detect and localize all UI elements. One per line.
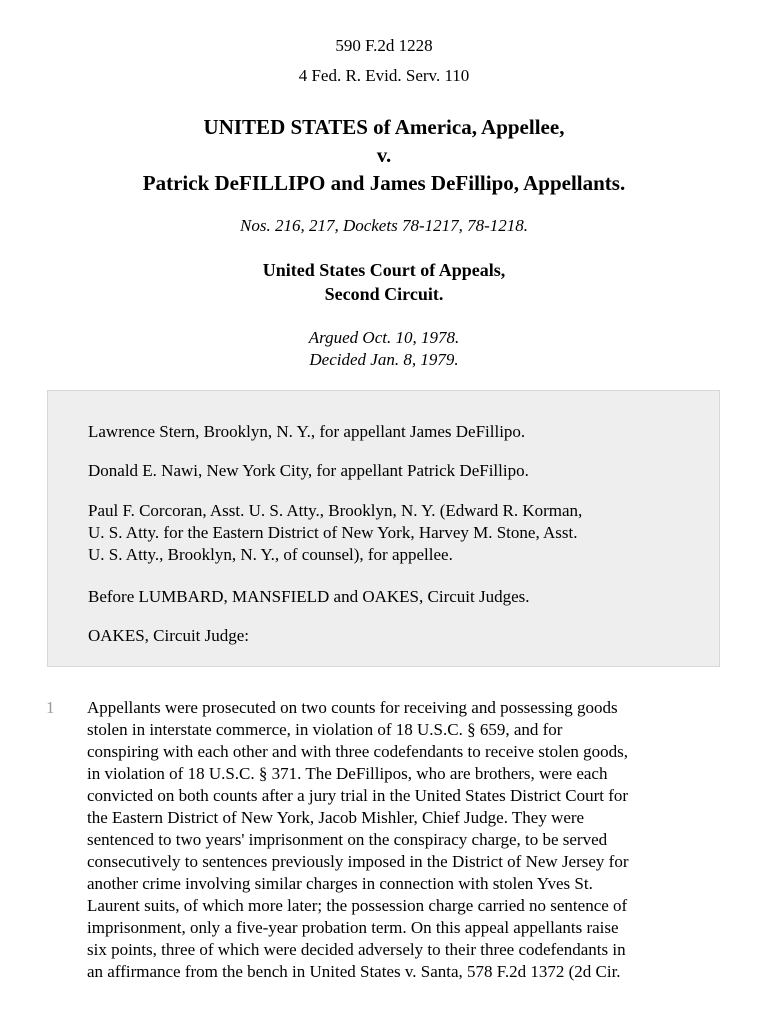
counsel-james: Lawrence Stern, Brooklyn, N. Y., for appellant James DeFillipo. [88,422,526,441]
paragraph-line: conspiring with each other and with three codefendants to receive stolen goods, [87,742,628,761]
paragraph-line: Laurent suits, of which more later; the possession charge carried no sentence of [87,896,628,915]
opinion-paragraph [87,697,727,983]
paragraph-line: another crime involving similar charges in connection with stolen Yves St. [87,874,593,893]
case-title-appellants: Patrick DeFILLIPO and James DeFillipo, Appellants. [142,171,626,195]
court-name-line-1: United States Court of Appeals, [262,260,506,280]
counsel-appellee-line-3: U. S. Atty., Brooklyn, N. Y., of counsel), for appellee. [88,545,453,564]
case-title-appellee: UNITED STATES of America, Appellee, [203,115,565,139]
panel-judges: Before LUMBARD, MANSFIELD and OAKES, Circuit Judges. [88,587,530,606]
paragraph-line: an affirmance from the bench in United States v. Santa, 578 F.2d 1372 (2d Cir. [87,962,621,981]
argued-date: Argued Oct. 10, 1978. [308,328,460,347]
case-title-versus: v. [376,143,392,167]
counsel-appellee-line-2: U. S. Atty. for the Eastern District of New York, Harvey M. Stone, Asst. [88,523,578,542]
counsel-appellee-line-1: Paul F. Corcoran, Asst. U. S. Atty., Brooklyn, N. Y. (Edward R. Korman, [88,501,583,520]
paragraph-number: 1 [46,698,55,717]
court-name [0,258,768,306]
paragraph-line: Appellants were prosecuted on two counts for receiving and possessing goods [87,698,618,717]
counsel-panel [47,390,720,667]
case-title [0,113,768,197]
paragraph-line: sentenced to two years' imprisonment on the conspiracy charge, to be served [87,830,608,849]
citation-evidence-service: 4 Fed. R. Evid. Serv. 110 [298,66,470,85]
counsel-appellee [88,500,688,566]
paragraph-line: convicted on both counts after a jury trial in the United States District Court for [87,786,629,805]
case-dates [0,327,768,371]
citation-reporter: 590 F.2d 1228 [335,36,433,55]
counsel-patrick: Donald E. Nawi, New York City, for appellant Patrick DeFillipo. [88,461,529,480]
docket-numbers: Nos. 216, 217, Dockets 78-1217, 78-1218. [239,216,529,235]
court-name-line-2: Second Circuit. [324,284,444,304]
decided-date: Decided Jan. 8, 1979. [309,350,459,369]
paragraph-line: six points, three of which were decided adversely to their three codefendants in [87,940,626,959]
paragraph-line: imprisonment, only a five-year probation term. On this appeal appellants raise [87,918,619,937]
paragraph-line: the Eastern District of New York, Jacob Mishler, Chief Judge. They were [87,808,585,827]
opinion-author: OAKES, Circuit Judge: [88,626,250,645]
paragraph-line: in violation of 18 U.S.C. § 371. The DeFillipos, who are brothers, were each [87,764,608,783]
paragraph-line: stolen in interstate commerce, in violation of 18 U.S.C. § 659, and for [87,720,563,739]
paragraph-line: consecutively to sentences previously imposed in the District of New Jersey for [87,852,629,871]
